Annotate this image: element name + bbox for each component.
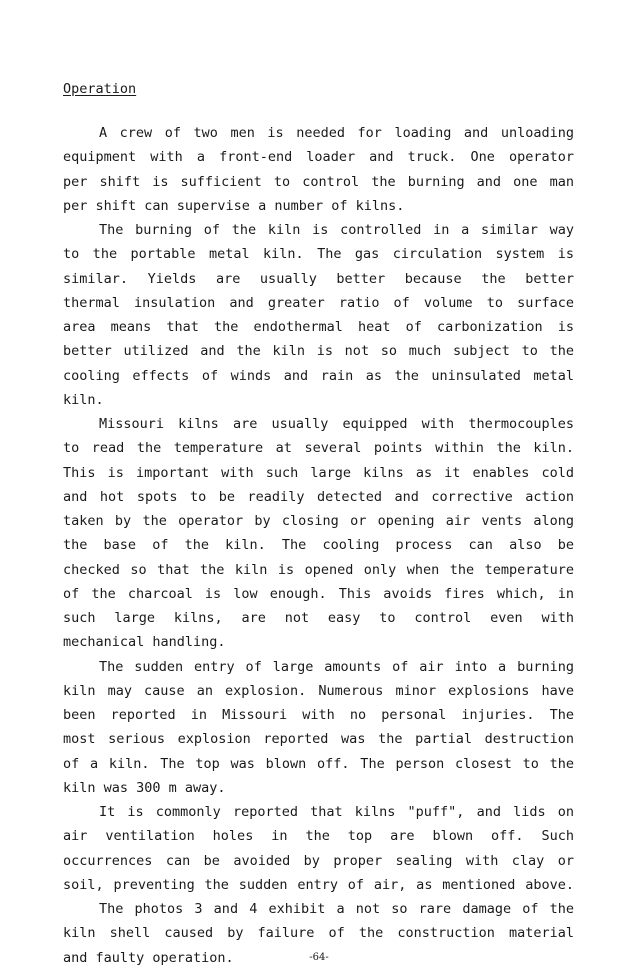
body-line: The burning of the kiln is controlled in a similar way — [99, 222, 574, 238]
body-line: of the charcoal is low enough. This avoids fires which, in — [63, 585, 574, 602]
section-heading: Operation — [63, 81, 137, 97]
body-line: per shift can supervise a number of kilns. — [63, 197, 405, 214]
body-line: the base of the kiln. The cooling process can also be — [63, 537, 574, 554]
body-line: kiln may cause an explosion. Numerous minor explosions have — [63, 682, 574, 699]
body-line: to the portable metal kiln. The gas circulation system is — [63, 246, 574, 263]
body-line: such large kilns, are not easy to control even with — [63, 610, 574, 626]
body-line: It is commonly reported that kilns "puff", and lids on — [99, 804, 574, 820]
body-line: The sudden entry of large amounts of air into a burning — [99, 658, 574, 675]
body-line: Missouri kilns are usually equipped with thermocouples — [99, 416, 574, 432]
body-line: cooling effects of winds and rain as the uninsulated metal — [63, 367, 574, 384]
body-line: air ventilation holes in the top are blown off. Such — [63, 828, 574, 845]
body-line: similar. Yields are usually better because the better — [63, 270, 574, 287]
page-number: -64- — [309, 952, 329, 963]
body-line: and hot spots to be readily detected and corrective action — [63, 488, 574, 505]
body-line: area means that the endothermal heat of carbonization is — [63, 319, 574, 335]
body-line: The photos 3 and 4 exhibit a not so rare damage of the — [99, 901, 574, 917]
body-line: equipment with a front-end loader and truck. One operator — [63, 149, 574, 166]
body-line: A crew of two men is needed for loading and unloading — [99, 125, 574, 141]
body-line: been reported in Missouri with no personal injuries. The — [63, 707, 574, 723]
body-line: kiln shell caused by failure of the construction material — [63, 925, 574, 942]
body-line: This is important with such large kilns as it enables cold — [63, 464, 574, 481]
body-line: of a kiln. The top was blown off. The person closest to the — [63, 755, 574, 772]
body-line: to read the temperature at several points within the kiln. — [63, 440, 574, 457]
body-line: per shift is sufficient to control the burning and one man — [63, 173, 574, 190]
body-line: kiln was 300 m away. — [63, 779, 226, 796]
body-line: mechanical handling. — [63, 634, 226, 651]
body-line: kiln. — [63, 391, 104, 408]
body-line: and faulty operation. — [63, 949, 234, 966]
body-line: taken by the operator by closing or opening air vents along — [63, 513, 574, 529]
body-line: soil, preventing the sudden entry of air, as mentioned above. — [63, 876, 574, 893]
body-line: better utilized and the kiln is not so much subject to the — [63, 343, 574, 360]
body-line: thermal insulation and greater ratio of volume to surface — [63, 294, 574, 311]
body-line: most serious explosion reported was the partial destruction — [63, 731, 574, 748]
body-line: checked so that the kiln is opened only when the temperature — [63, 561, 574, 578]
body-line: occurrences can be avoided by proper sealing with clay or — [63, 852, 574, 869]
